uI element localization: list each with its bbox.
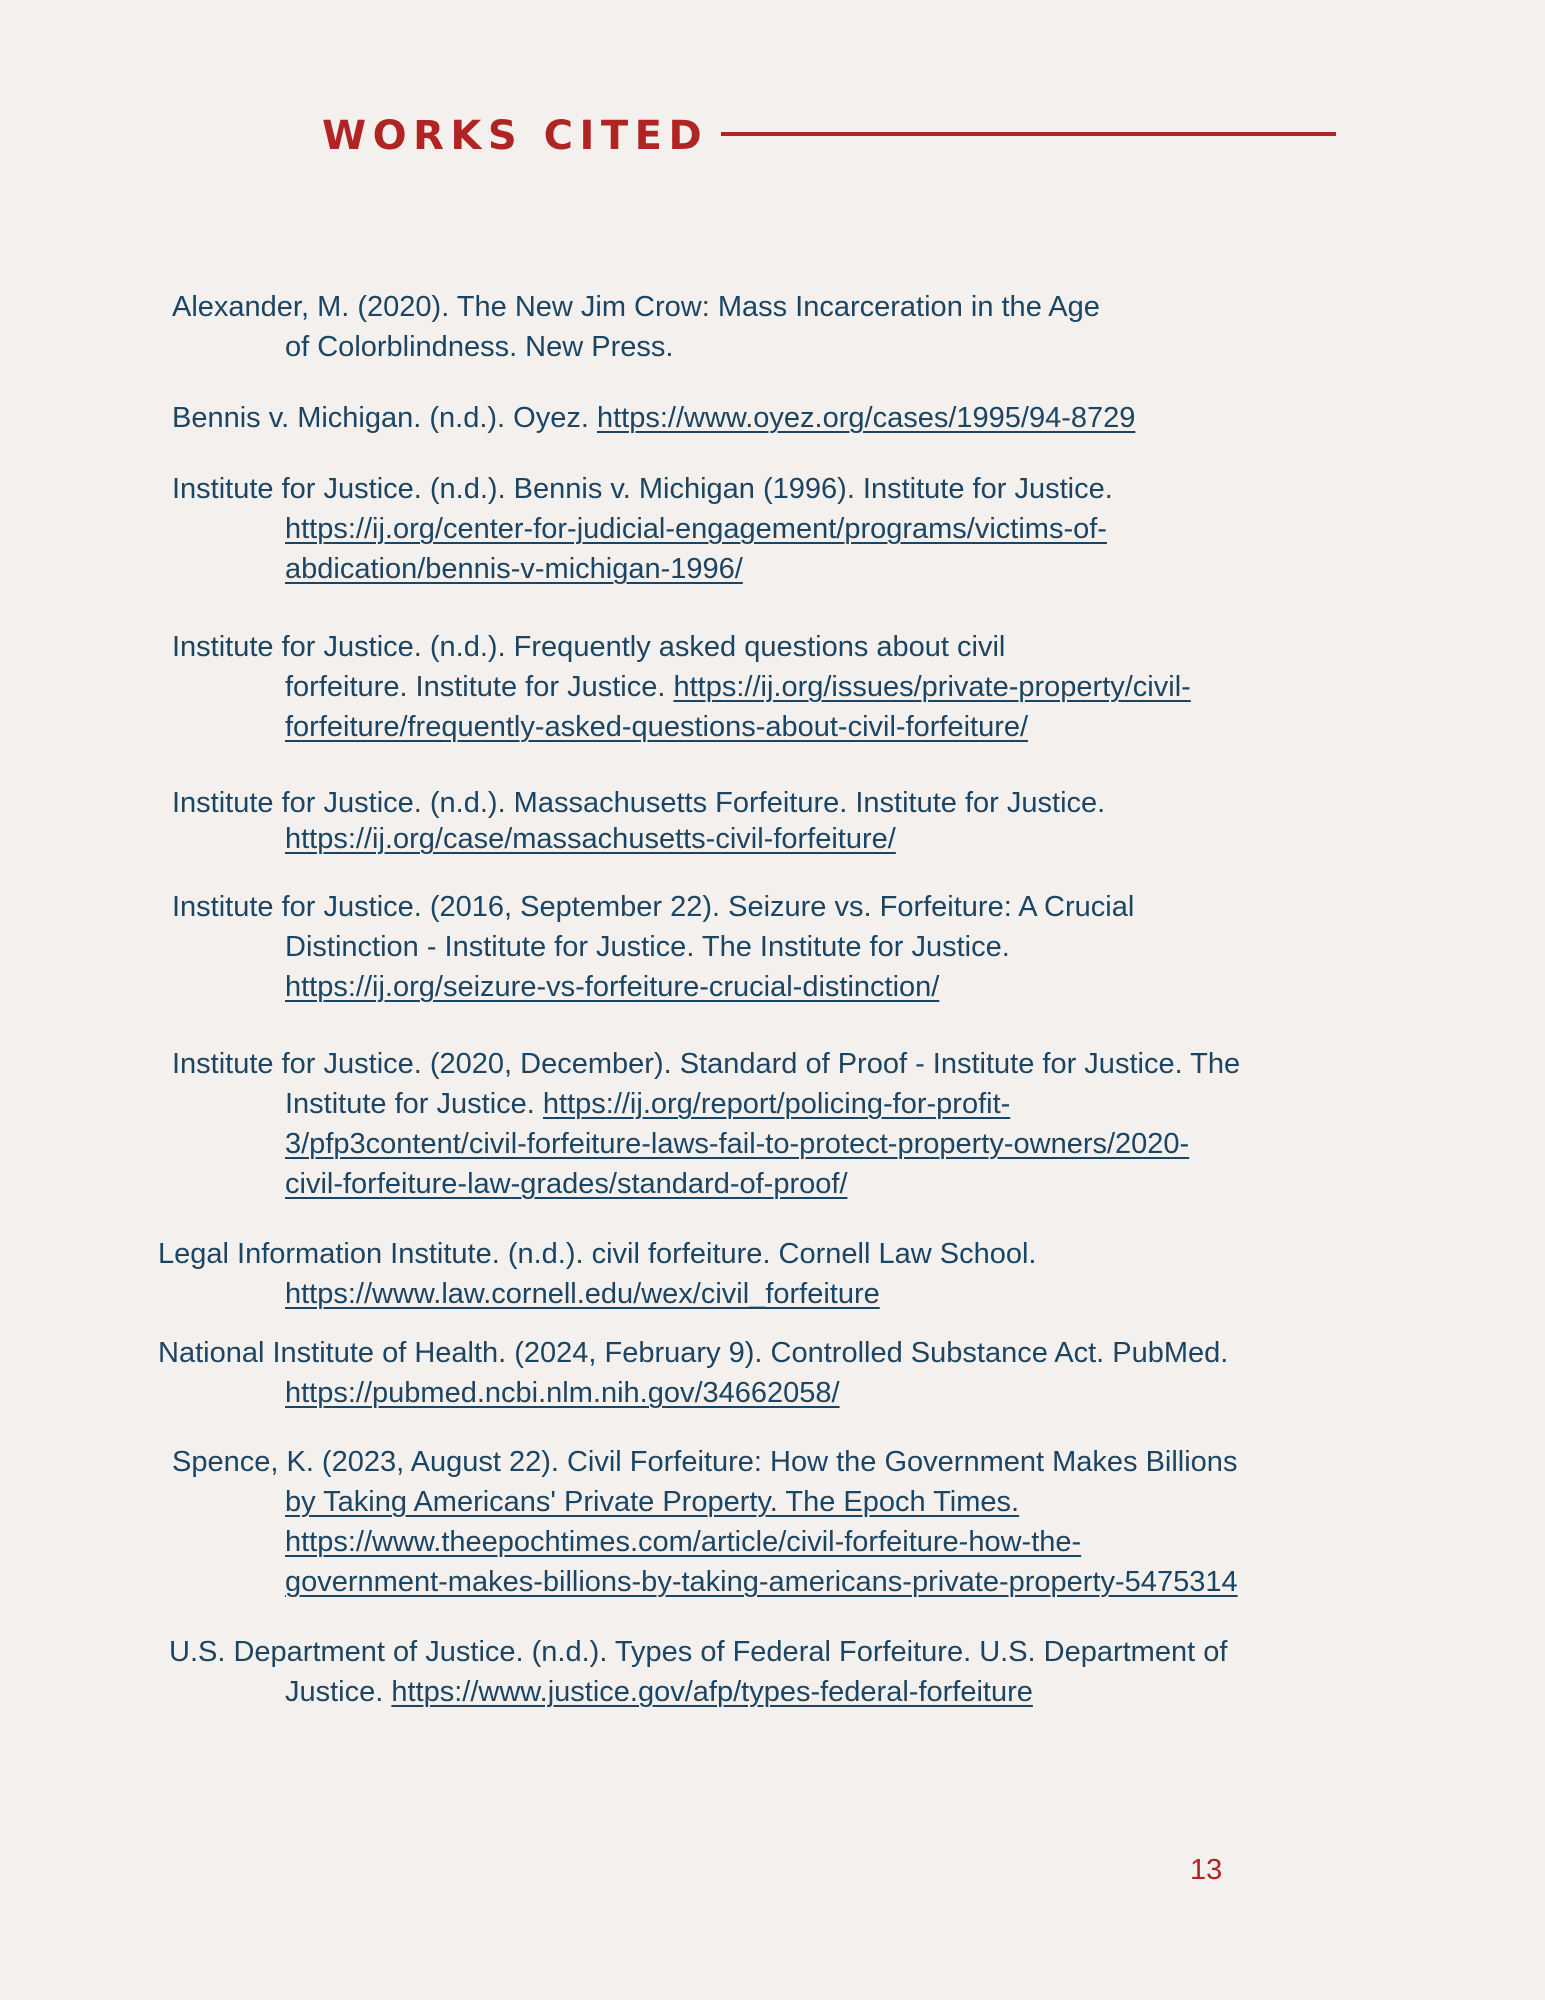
citation-line bbox=[172, 1442, 1238, 1482]
citation-line bbox=[172, 1044, 1240, 1084]
citation-text: Distinction - Institute for Justice. The Institute for Justice. bbox=[285, 931, 1010, 963]
citation-text: National Institute of Health. (2024, February 9). Controlled Substance Act. PubMed. bbox=[158, 1337, 1229, 1369]
citation-link[interactable]: https://pubmed.ncbi.nlm.nih.gov/34662058/ bbox=[285, 1377, 840, 1409]
citation-line bbox=[172, 627, 1191, 667]
citation-link[interactable]: https://www.law.cornell.edu/wex/civil_forfeiture bbox=[285, 1278, 880, 1310]
citation-line bbox=[172, 707, 1191, 747]
citation-line bbox=[172, 1482, 1238, 1522]
section-header bbox=[322, 108, 1337, 164]
citation-line bbox=[172, 667, 1191, 707]
page-title: WORKS CITED bbox=[322, 113, 709, 159]
citation-text: U.S. Department of Justice. (n.d.). Types of Federal Forfeiture. U.S. Department of bbox=[169, 1636, 1228, 1668]
citation-entry bbox=[172, 398, 1135, 438]
citation-line bbox=[172, 398, 1135, 438]
citation-text: Alexander, M. (2020). The New Jim Crow: Mass Incarceration in the Age bbox=[172, 291, 1100, 323]
citation-line bbox=[172, 819, 1105, 859]
citation-link[interactable]: https://www.justice.gov/afp/types-federal-forfeiture bbox=[391, 1676, 1033, 1708]
citation-link[interactable]: https://ij.org/seizure-vs-forfeiture-crucial-distinction/ bbox=[285, 971, 940, 1003]
citation-entry bbox=[158, 1333, 1228, 1413]
title-rule-divider bbox=[721, 132, 1336, 136]
citation-link[interactable]: https://ij.org/issues/private-property/civil- bbox=[673, 671, 1191, 703]
citation-link[interactable]: https://www.oyez.org/cases/1995/94-8729 bbox=[596, 402, 1136, 434]
citation-line bbox=[169, 1632, 1227, 1672]
citation-line bbox=[172, 509, 1113, 549]
citation-text: Bennis v. Michigan. (n.d.). Oyez. bbox=[172, 402, 597, 434]
citation-link[interactable]: https://ij.org/case/massachusetts-civil-forfeiture/ bbox=[285, 823, 896, 855]
citation-link[interactable]: https://www.theepochtimes.com/article/civil-forfeiture-how-the- bbox=[285, 1526, 1082, 1558]
citation-entry bbox=[172, 627, 1191, 747]
citation-line bbox=[172, 469, 1113, 509]
citation-line bbox=[172, 1562, 1238, 1602]
citation-line bbox=[158, 1274, 1036, 1314]
citation-line bbox=[172, 327, 1100, 367]
citation-text: Institute for Justice. (2020, December). Standard of Proof - Institute for Justice. The bbox=[172, 1048, 1241, 1080]
citation-line bbox=[158, 1234, 1036, 1274]
citation-line bbox=[172, 549, 1113, 589]
citation-entry bbox=[169, 1632, 1227, 1712]
citation-text: of Colorblindness. New Press. bbox=[285, 331, 674, 363]
citation-link[interactable]: government-makes-billions-by-taking-americans-private-property-5475314 bbox=[285, 1566, 1238, 1598]
citation-entry bbox=[172, 1442, 1238, 1602]
citation-line bbox=[158, 1373, 1228, 1413]
citation-link[interactable]: 3/pfp3content/civil-forfeiture-laws-fail-to-protect-property-owners/2020- bbox=[285, 1128, 1190, 1160]
citation-link[interactable]: by Taking Americans' Private Property. The Epoch Times. bbox=[285, 1486, 1020, 1518]
citation-text: Institute for Justice. (n.d.). Frequently asked questions about civil bbox=[172, 631, 1006, 663]
citation-text: Spence, K. (2023, August 22). Civil Forfeiture: How the Government Makes Billions bbox=[172, 1446, 1238, 1478]
citation-link[interactable]: civil-forfeiture-law-grades/standard-of-proof/ bbox=[285, 1168, 848, 1200]
citation-entry bbox=[172, 1044, 1240, 1204]
citation-link[interactable]: https://ij.org/center-for-judicial-engagement/programs/victims-of- bbox=[285, 513, 1107, 545]
citation-line bbox=[172, 927, 1134, 967]
citation-entry bbox=[172, 287, 1100, 367]
citation-text: Justice. bbox=[285, 1676, 392, 1708]
citation-text: Institute for Justice. (n.d.). Bennis v. Michigan (1996). Institute for Justice. bbox=[172, 473, 1113, 505]
citation-entry bbox=[172, 469, 1113, 589]
citation-line bbox=[172, 967, 1134, 1007]
citation-entry bbox=[158, 1234, 1036, 1314]
citation-line bbox=[172, 1084, 1240, 1124]
citation-line bbox=[158, 1333, 1228, 1373]
citation-link[interactable]: abdication/bennis-v-michigan-1996/ bbox=[285, 553, 743, 585]
citation-text: Legal Information Institute. (n.d.). civil forfeiture. Cornell Law School. bbox=[158, 1238, 1037, 1270]
citation-text: Institute for Justice. bbox=[285, 1088, 543, 1120]
citation-line bbox=[172, 887, 1134, 927]
citation-entry bbox=[172, 783, 1105, 859]
citation-line bbox=[172, 1124, 1240, 1164]
citation-link[interactable]: forfeiture/frequently-asked-questions-about-civil-forfeiture/ bbox=[285, 711, 1029, 743]
citation-text: forfeiture. Institute for Justice. bbox=[285, 671, 674, 703]
citation-entry bbox=[172, 887, 1134, 1007]
citation-line bbox=[172, 287, 1100, 327]
citation-link[interactable]: https://ij.org/report/policing-for-profit- bbox=[542, 1088, 1011, 1120]
citation-line bbox=[172, 1164, 1240, 1204]
citation-text: Institute for Justice. (2016, September 22). Seizure vs. Forfeiture: A Crucial bbox=[172, 891, 1135, 923]
citation-line bbox=[169, 1672, 1227, 1712]
citation-text: Institute for Justice. (n.d.). Massachusetts Forfeiture. Institute for Justice. bbox=[172, 787, 1106, 819]
citation-line bbox=[172, 1522, 1238, 1562]
citation-line bbox=[172, 783, 1105, 819]
page-number: 13 bbox=[1190, 1854, 1223, 1886]
